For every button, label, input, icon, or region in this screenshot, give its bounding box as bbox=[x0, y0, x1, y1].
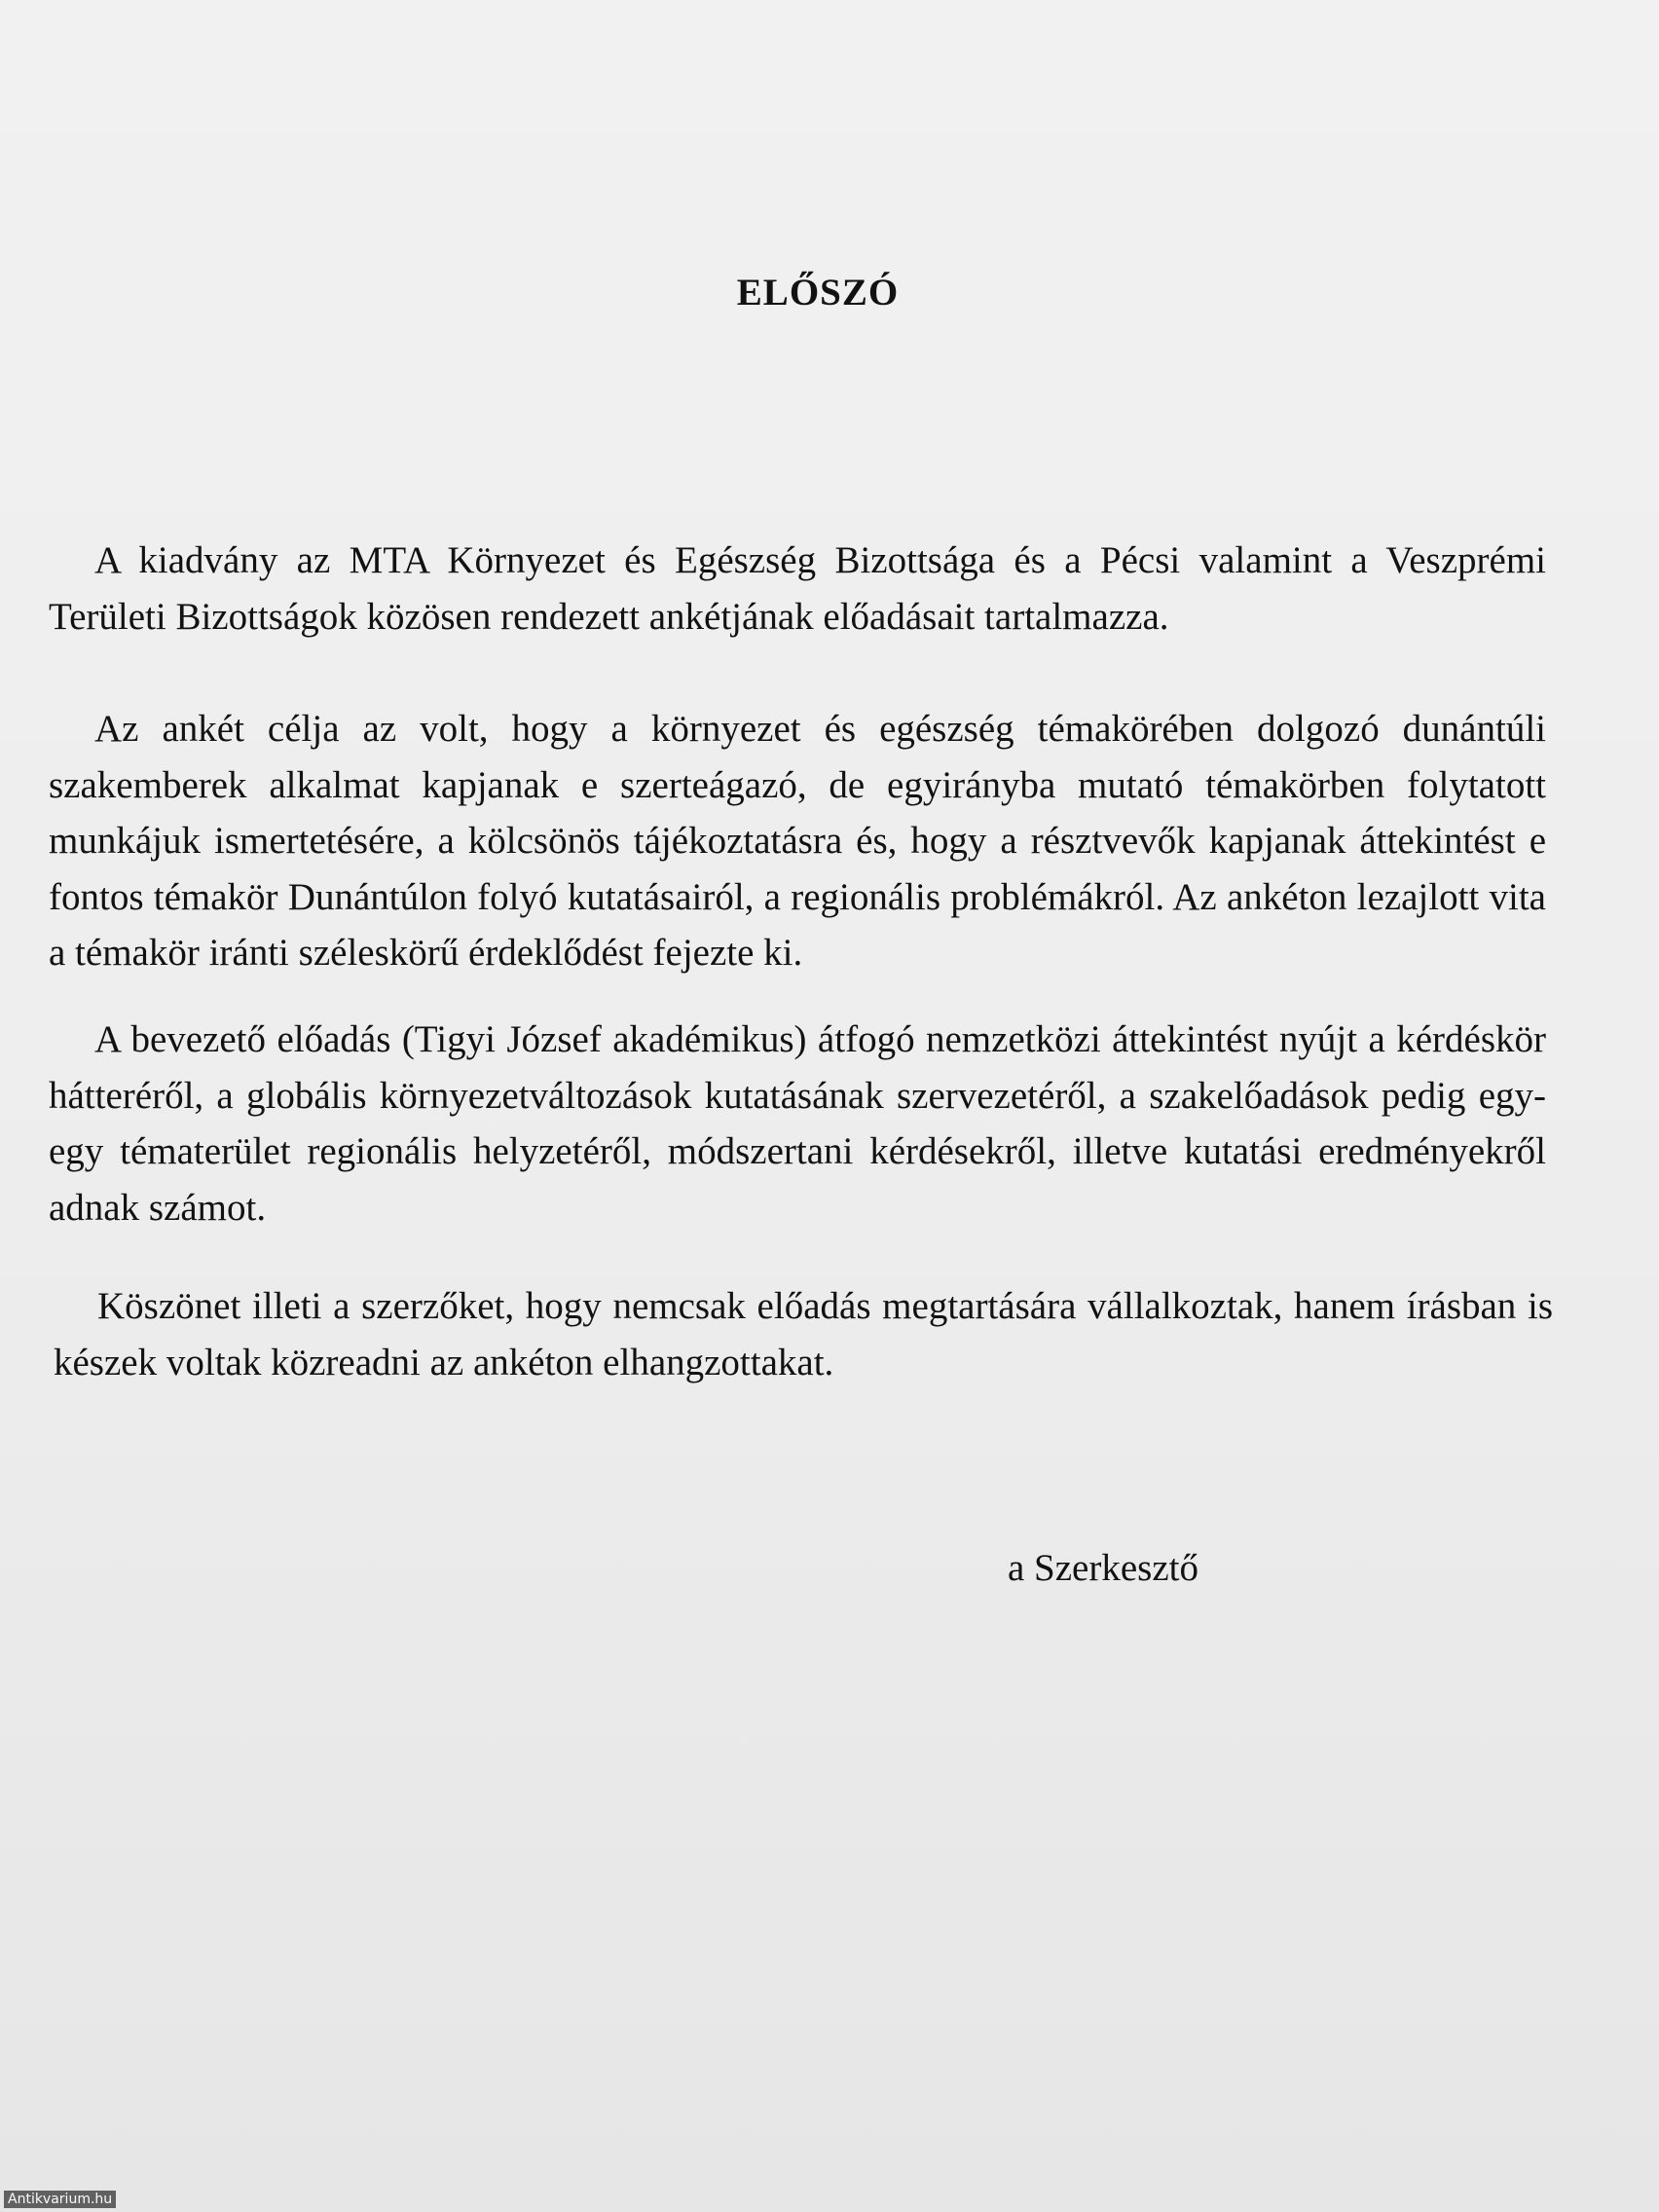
watermark-logo: Antikvarium.hu bbox=[4, 2191, 116, 2208]
signature: a Szerkesztő bbox=[1008, 1547, 1198, 1589]
paragraph-lectures: A bevezető előadás (Tigyi József akadémikus) átfogó nemzetközi áttekintést nyújt a kérdéskör hátteréről, a globális környezetváltozások kutatásának szervezetéről, a szakelőadások pedig egy-egy tématerület regionális helyzetéről, módszertani kérdésekről, illetve kutatási eredményekről adnak számot. bbox=[49, 1018, 1546, 1229]
paragraph-thanks: Köszönet illeti a szerzőket, hogy nemcsak előadás megtartására vállalkoztak, hanem írásban is készek voltak közreadni az ankéton elhangzottakat. bbox=[54, 1285, 1553, 1383]
paragraph-purpose: Az ankét célja az volt, hogy a környezet és egészség témakörében dolgozó dunántúli szakemberek alkalmat kapjanak e szerteágazó, de egyirányba mutató témakörben folytatott munkájuk ismertetésére, a kölcsönös tájékoztatásra és, hogy a résztvevők kapjanak áttekintést e fontos témakör Dunántúlon folyó kutatásairól, a regionális problémákról. Az ankéton lezajlott vita a témakör iránti széleskörű érdeklődést fejezte ki. bbox=[49, 708, 1546, 974]
paragraph-intro: A kiadvány az MTA Környezet és Egészség Bizottsága és a Pécsi valamint a Veszprémi Területi Bizottságok közösen rendezett ankétjának előadásait tartalmazza. bbox=[49, 539, 1546, 638]
page-title: ELŐSZÓ bbox=[736, 272, 900, 313]
